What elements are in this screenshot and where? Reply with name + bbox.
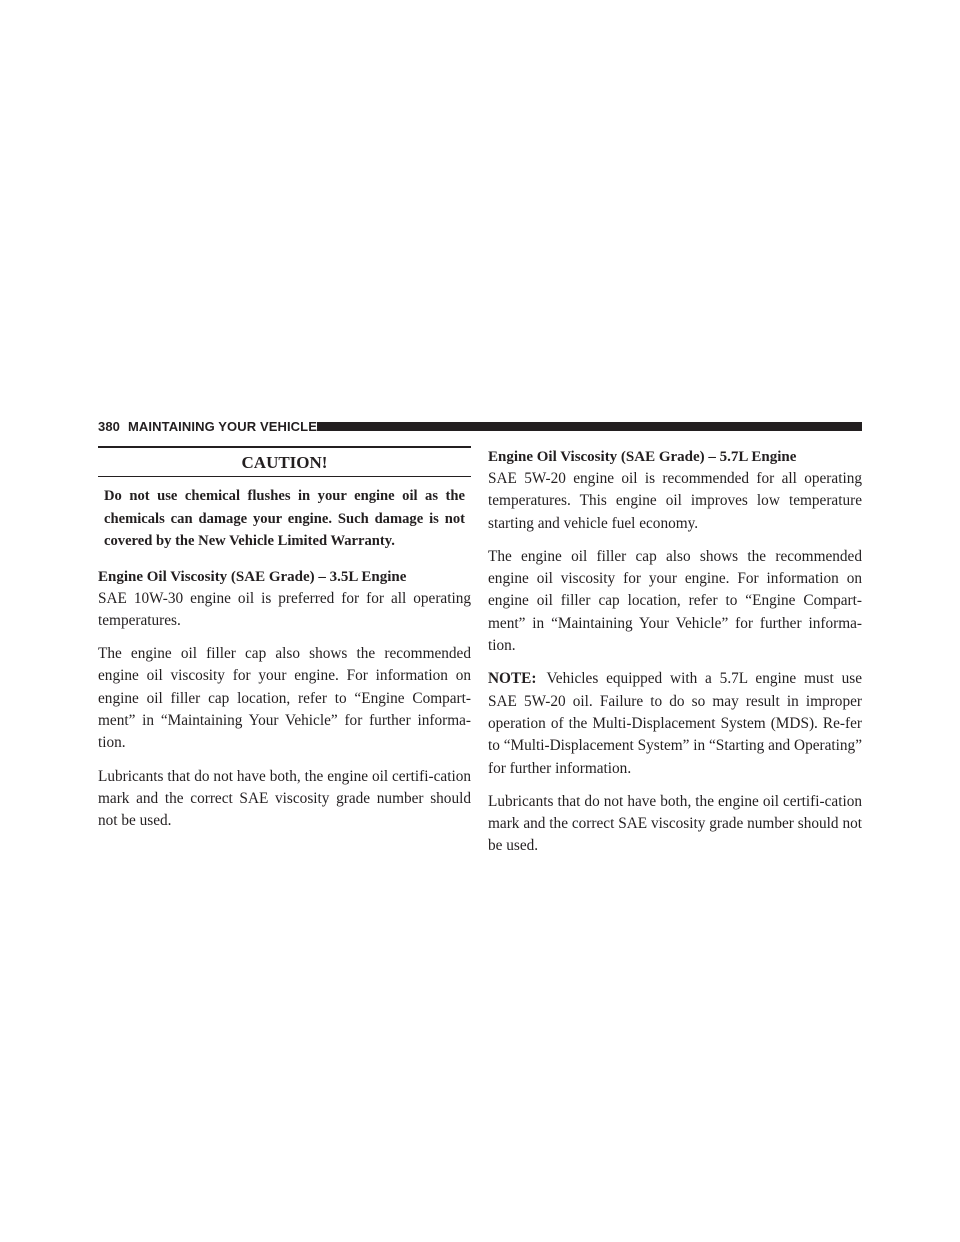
- note-paragraph: [488, 668, 862, 779]
- header-rule-bar: [317, 422, 862, 431]
- page-number: 380: [98, 419, 120, 434]
- paragraph: Lubricants that do not have both, the engine oil certifi-cation mark and the correct SAE viscosity grade number should not be used.: [98, 767, 471, 830]
- paragraph: Lubricants that do not have both, the engine oil certifi-cation mark and the correct SAE viscosity grade number should not be used.: [488, 792, 862, 855]
- caution-text: Do not use chemical flushes in your engine oil as the chemicals can damage your engine. Such damage is not covered by the New Vehicle Limited Warranty.: [104, 488, 465, 549]
- heading-5-7l-engine: Engine Oil Viscosity (SAE Grade) – 5.7L Engine: [488, 449, 797, 465]
- note-label: NOTE:: [488, 670, 537, 688]
- page-header: [98, 419, 862, 435]
- paragraph: SAE 10W-30 engine oil is preferred for for all operating temperatures.: [98, 589, 471, 629]
- caution-box: [98, 446, 471, 553]
- paragraph: SAE 5W-20 engine oil is recommended for all operating temperatures. This engine oil improves low temperature starting and vehicle fuel economy.: [488, 470, 862, 532]
- paragraph: The engine oil filler cap also shows the recommended engine oil viscosity for your engine. For information on engine oil filler cap location, refer to “Engine Compart-ment” in “Maintaining Your Vehicle” for further informa-tion.: [98, 645, 471, 752]
- heading-3-5l-engine: Engine Oil Viscosity (SAE Grade) – 3.5L Engine: [98, 568, 407, 585]
- paragraph: The engine oil filler cap also shows the recommended engine oil viscosity for your engine. For information on engine oil filler cap location, refer to “Engine Compart-ment” in “Maintaining Your Vehicle” for further informa-tion.: [488, 547, 862, 655]
- note-text: Vehicles equipped with a 5.7L engine must use SAE 5W-20 oil. Failure to do so may result in improper operation of the Multi-Displacement System (MDS). Re-fer to “Multi-Displacement System” in “Starting and Operating” for further information.: [488, 670, 862, 777]
- left-column: [98, 446, 471, 832]
- caution-title: CAUTION!: [241, 453, 328, 472]
- right-column: [488, 446, 862, 858]
- section-title: MAINTAINING YOUR VEHICLE: [128, 419, 317, 434]
